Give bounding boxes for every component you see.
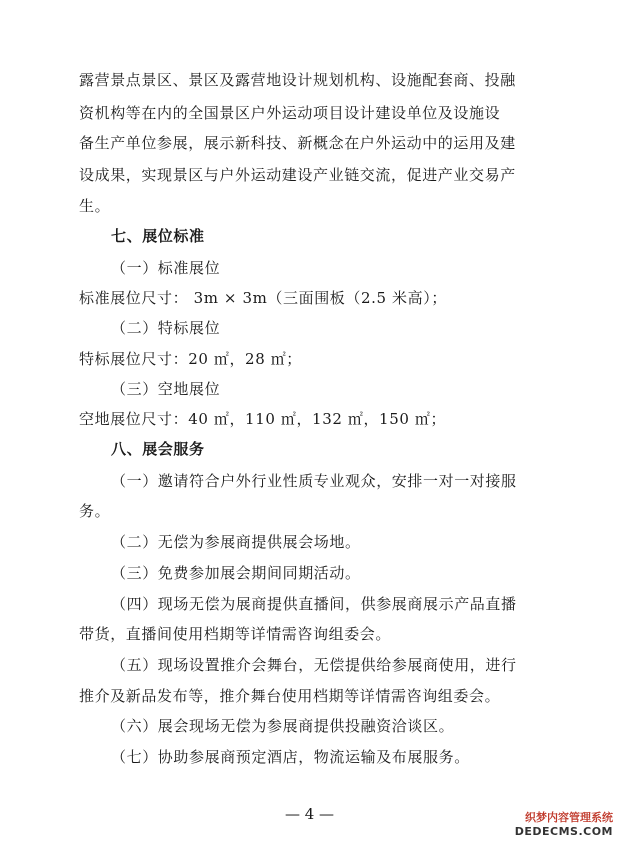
service-item: （七）协助参展商预定酒店，物流运输及布展服务。 bbox=[111, 748, 470, 766]
service-item: （五）现场设置推介会舞台，无偿提供给参展商使用，进行 bbox=[111, 656, 517, 674]
space-booth-size: 空地展位尺寸：40 ㎡，110 ㎡，132 ㎡，150 ㎡； bbox=[79, 410, 447, 428]
paragraph-line: 设成果，实现景区与户外运动建设产业链交流，促进产业交易产 bbox=[79, 166, 516, 184]
special-booth-size: 特标展位尺寸：20 ㎡，28 ㎡； bbox=[79, 350, 302, 368]
standard-booth-size: 标准展位尺寸： 3m × 3m（三面围板（2.5 米高）； bbox=[79, 289, 447, 307]
service-item: （四）现场无偿为展商提供直播间，供参展商展示产品直播 bbox=[111, 595, 517, 613]
service-item: （二）无偿为参展商提供展会场地。 bbox=[111, 533, 361, 551]
service-item-continuation: 带货，直播间使用档期等详情需咨询组委会。 bbox=[79, 625, 392, 643]
service-item: （一）邀请符合户外行业性质专业观众，安排一对一对接服 bbox=[111, 472, 517, 490]
paragraph-line: 资机构等在内的全国景区户外运动项目设计建设单位及设施设 bbox=[79, 104, 501, 122]
watermark-brand: 织梦内容管理系统 bbox=[525, 811, 613, 824]
subsection-standard-booth: （一）标准展位 bbox=[111, 259, 221, 277]
watermark bbox=[501, 811, 613, 839]
paragraph-line: 备生产单位参展，展示新科技、新概念在户外运动中的运用及建 bbox=[79, 134, 516, 152]
service-item: （六）展会现场无偿为参展商提供投融资洽谈区。 bbox=[111, 717, 455, 735]
watermark-site: DEDECMS.COM bbox=[514, 825, 613, 838]
service-item-continuation: 推介及新品发布等，推介舞台使用档期等详情需咨询组委会。 bbox=[79, 687, 501, 705]
section-heading-exhibition-services: 八、展会服务 bbox=[111, 440, 205, 458]
subsection-special-booth: （二）特标展位 bbox=[111, 319, 221, 337]
paragraph-line: 生。 bbox=[79, 197, 111, 215]
page-number: — 4 — bbox=[284, 805, 335, 823]
service-item: （三）免费参加展会期间同期活动。 bbox=[111, 564, 361, 582]
service-item-continuation: 务。 bbox=[79, 502, 111, 520]
subsection-space-booth: （三）空地展位 bbox=[111, 380, 221, 398]
section-heading-booth-standards: 七、展位标准 bbox=[111, 227, 205, 245]
paragraph-line: 露营景点景区、景区及露营地设计规划机构、设施配套商、投融 bbox=[79, 71, 516, 89]
